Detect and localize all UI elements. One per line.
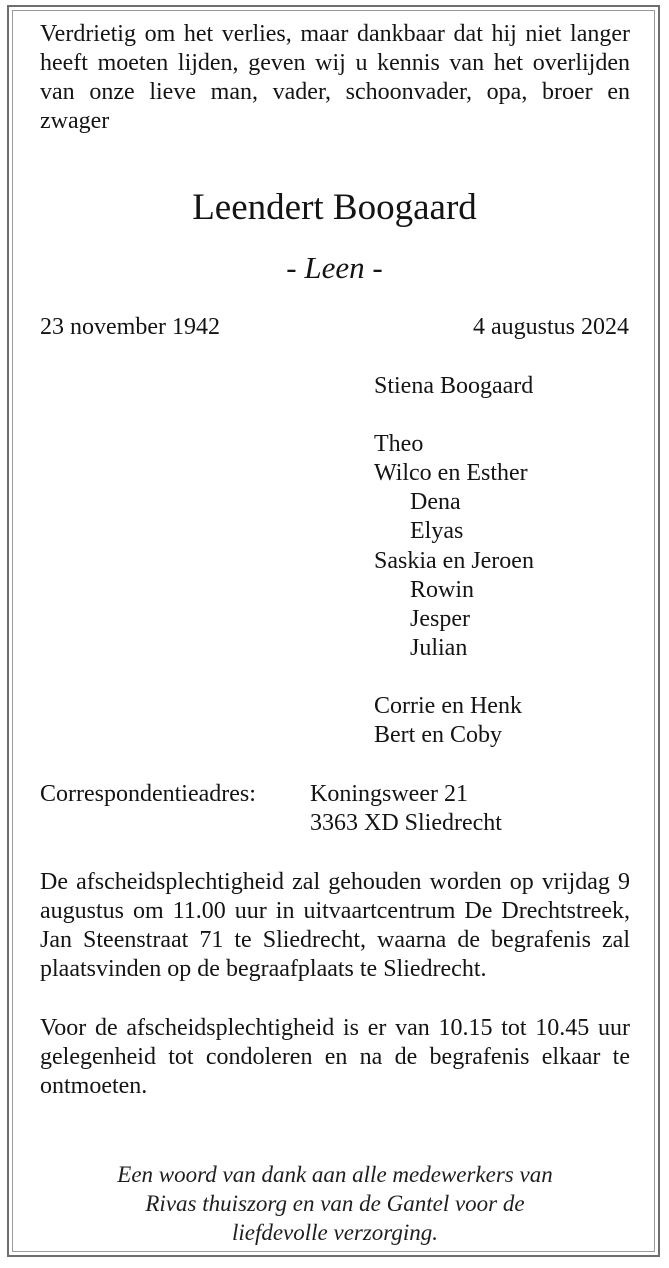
thanks-line: liefdevolle verzorging.: [231, 1220, 439, 1245]
relative-name: Theo: [374, 431, 424, 458]
grandchild-name: Elyas: [410, 518, 464, 545]
thanks-line: Rivas thuiszorg en van de Gantel voor de: [145, 1191, 525, 1216]
thanks-line: Een woord van dank aan alle medewerkers van: [117, 1162, 553, 1187]
deceased-nickname: [0, 250, 669, 286]
nickname: Leen: [304, 250, 365, 285]
birth-date: 23 november 1942: [40, 314, 220, 340]
spacer: [374, 401, 634, 430]
relative-name: Bert en Coby: [374, 722, 502, 749]
spacer: [374, 663, 634, 692]
ceremony-text: De afscheidsplechtigheid zal gehouden worden op vrijdag 9 augustus om 11.00 uur in uitvaartcentrum De Drechtstreek, Jan Steenstraat 71 te Sliedrecht, waarna de begrafenis zal plaatsvinden op de begraafplaats te Sliedrecht.: [40, 869, 630, 982]
grandchild-name: Rowin: [410, 576, 475, 603]
death-date: 4 augustus 2024: [473, 314, 629, 340]
correspondence-label: Correspondentieadres:: [40, 781, 256, 807]
address-street: Koningsweer 21: [310, 781, 468, 807]
nickname-prefix: -: [286, 250, 305, 285]
grandchild-name: Dena: [410, 489, 461, 516]
relatives-list: [374, 372, 634, 750]
address-city: 3363 XD Sliedrecht: [310, 810, 502, 836]
visitation-text: Voor de afscheidsplechtigheid is er van 10.15 tot 10.45 uur gelegenheid tot condoleren en na de begrafenis elkaar te ontmoeten.: [40, 1015, 630, 1099]
correspondence-address: [310, 780, 502, 838]
relative-name: Wilco en Esther: [374, 460, 528, 487]
intro-text: Verdrietig om het verlies, maar dankbaar dat hij niet langer heeft moeten lijden, geven wij u kennis van het overlijden van onze lieve man, vader, schoonvader, opa, broer en zwager: [40, 21, 630, 134]
relative-name: Corrie en Henk: [374, 693, 522, 720]
grandchild-name: Jesper: [410, 605, 470, 632]
grandchild-name: Julian: [410, 634, 468, 661]
nickname-suffix: -: [364, 250, 383, 285]
thanks-text: [60, 1160, 610, 1247]
deceased-name: Leendert Boogaard: [192, 187, 477, 228]
relative-name: Saskia en Jeroen: [374, 547, 534, 574]
relative-name: Stiena Boogaard: [374, 373, 534, 399]
